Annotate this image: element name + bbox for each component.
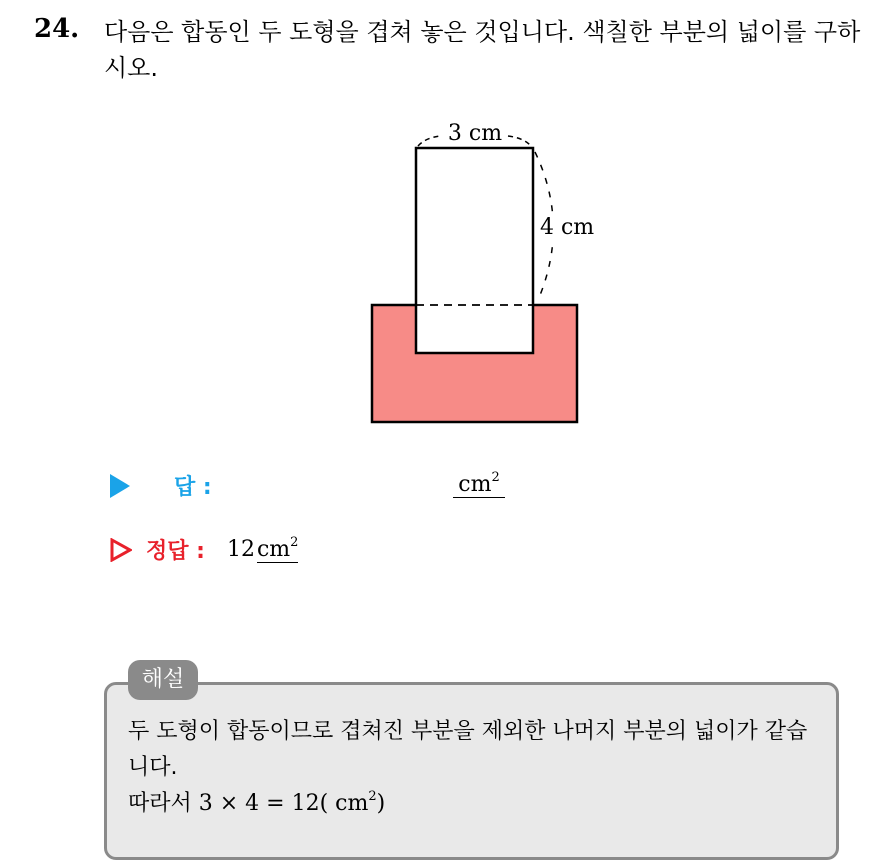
explanation-tag: 해설 xyxy=(128,660,198,700)
correct-answer-row xyxy=(110,534,298,565)
side-dimension-label: 4 cm xyxy=(540,215,595,240)
answer-input-field[interactable]: $cm^2$ xyxy=(453,472,505,498)
correct-answer-value: $12cm^2$ xyxy=(226,535,299,562)
correct-answer-label: 정답 : xyxy=(146,539,205,564)
top-dimension-arc xyxy=(418,136,440,146)
explanation-text xyxy=(128,714,828,822)
top-dimension-label: 3 cm xyxy=(447,121,503,146)
upright-rectangle xyxy=(416,148,533,353)
question-text: 다음은 합동인 두 도형을 겹쳐 놓은 것입니다. 색칠한 부분의 넓이를 구하시오. xyxy=(104,18,861,82)
explanation-line-2: 따라서 3 × 4 = 12( $cm^2$) xyxy=(128,789,386,816)
question-number: 24. xyxy=(34,14,80,44)
play-triangle-icon xyxy=(110,474,130,498)
answer-row xyxy=(110,470,212,501)
outline-triangle-icon xyxy=(110,538,132,562)
explanation-line-1: 두 도형이 합동이므로 겹쳐진 부분을 제외한 나머지 부분의 넓이가 같습니다. xyxy=(128,719,808,780)
answer-label: 답 : xyxy=(174,475,212,500)
